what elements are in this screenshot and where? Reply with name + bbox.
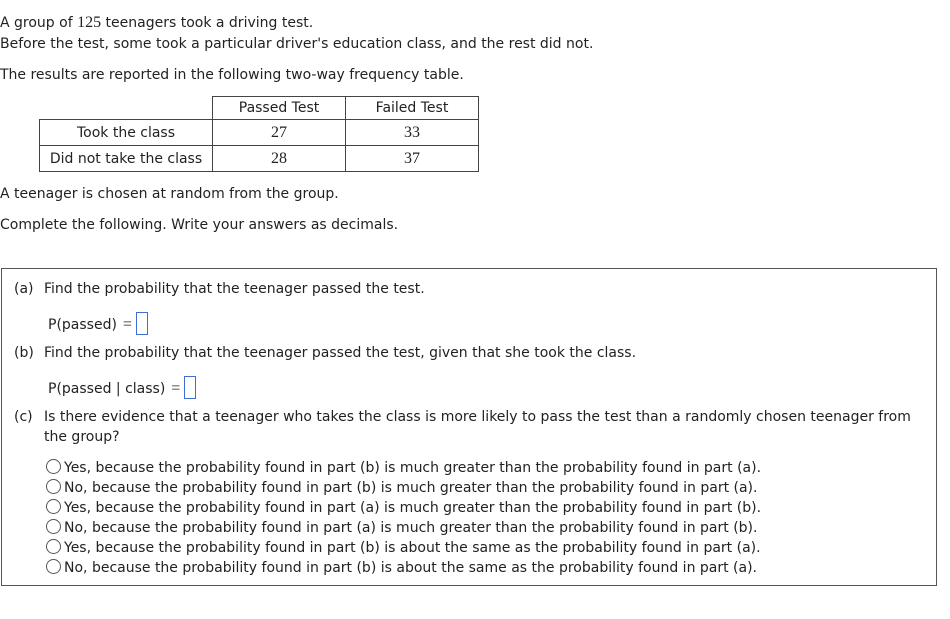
- question-b: [14, 345, 636, 361]
- radio-option-label: Yes, because the probability found in part (b) is much greater than the probability found in part (a).: [64, 460, 762, 476]
- intro-line-2: Before the test, some took a particular driver's education class, and the rest did not.: [0, 36, 594, 52]
- radio-option-label: Yes, because the probability found in part (b) is about the same as the probability found in part (a).: [64, 540, 761, 556]
- cell-not-failed: 37: [346, 146, 479, 172]
- intro-line-1-suffix: teenagers took a driving test.: [105, 15, 314, 31]
- radio-button-icon[interactable]: [46, 539, 61, 554]
- row-header-did-not-take: Did not take the class: [40, 146, 213, 172]
- row-header-took-class: Took the class: [40, 120, 213, 146]
- radio-button-icon[interactable]: [46, 559, 61, 574]
- question-a: [14, 281, 425, 297]
- table-corner-cell: [40, 97, 213, 120]
- intro-line-1: [0, 14, 313, 32]
- col-header-failed: Failed Test: [346, 97, 479, 120]
- expr-p-passed: P(passed): [48, 317, 117, 333]
- radio-option-label: No, because the probability found in part (b) is about the same as the probability found in part (a).: [64, 560, 758, 576]
- table-row: [40, 120, 479, 146]
- question-a-text: Find the probability that the teenager passed the test.: [44, 281, 425, 297]
- question-c-text-line-1: Is there evidence that a teenager who takes the class is more likely to pass the test than a randomly chosen teenager from: [44, 409, 911, 425]
- radio-option-label: No, because the probability found in part (b) is much greater than the probability found in part (a).: [64, 480, 758, 496]
- cell-took-failed: 33: [346, 120, 479, 146]
- radio-option[interactable]: [46, 459, 761, 476]
- radio-option[interactable]: [46, 479, 757, 496]
- radio-button-icon[interactable]: [46, 479, 61, 494]
- intro-line-3: The results are reported in the following two-way frequency table.: [0, 67, 464, 83]
- question-c-text-line-2: the group?: [44, 429, 120, 445]
- cell-took-passed: 27: [213, 120, 346, 146]
- question-b-label: (b): [14, 345, 34, 361]
- group-size-number: 125: [77, 14, 102, 31]
- instructions-text: Complete the following. Write your answers as decimals.: [0, 217, 399, 233]
- question-c: [14, 409, 911, 425]
- radio-option[interactable]: [46, 539, 761, 556]
- col-header-passed: Passed Test: [213, 97, 346, 120]
- radio-option-label: No, because the probability found in part (a) is much greater than the probability found in part (b).: [64, 520, 758, 536]
- question-box: [1, 268, 937, 586]
- radio-button-icon[interactable]: [46, 499, 61, 514]
- equals-sign: =: [122, 316, 132, 333]
- frequency-table: [39, 96, 479, 172]
- answer-input-b[interactable]: [184, 376, 196, 399]
- question-b-text: Find the probability that the teenager passed the test, given that she took the class.: [44, 345, 637, 361]
- radio-option[interactable]: [46, 499, 761, 516]
- radio-option-label: Yes, because the probability found in part (a) is much greater than the probability found in part (b).: [64, 500, 762, 516]
- cell-not-passed: 28: [213, 146, 346, 172]
- question-a-label: (a): [14, 281, 34, 297]
- question-c-label: (c): [14, 409, 33, 425]
- radio-option[interactable]: [46, 519, 757, 536]
- table-header-row: [40, 97, 479, 120]
- equals-sign: =: [171, 380, 181, 397]
- random-choice-text: A teenager is chosen at random from the group.: [0, 186, 339, 202]
- expr-p-passed-given-class: P(passed | class): [48, 381, 166, 397]
- answer-row-b: [48, 376, 196, 399]
- radio-button-icon[interactable]: [46, 519, 61, 534]
- answer-input-a[interactable]: [136, 312, 148, 335]
- table-row: [40, 146, 479, 172]
- radio-button-icon[interactable]: [46, 459, 61, 474]
- answer-row-a: [48, 312, 148, 335]
- intro-line-1-prefix: A group of: [0, 15, 73, 31]
- radio-option[interactable]: [46, 559, 757, 576]
